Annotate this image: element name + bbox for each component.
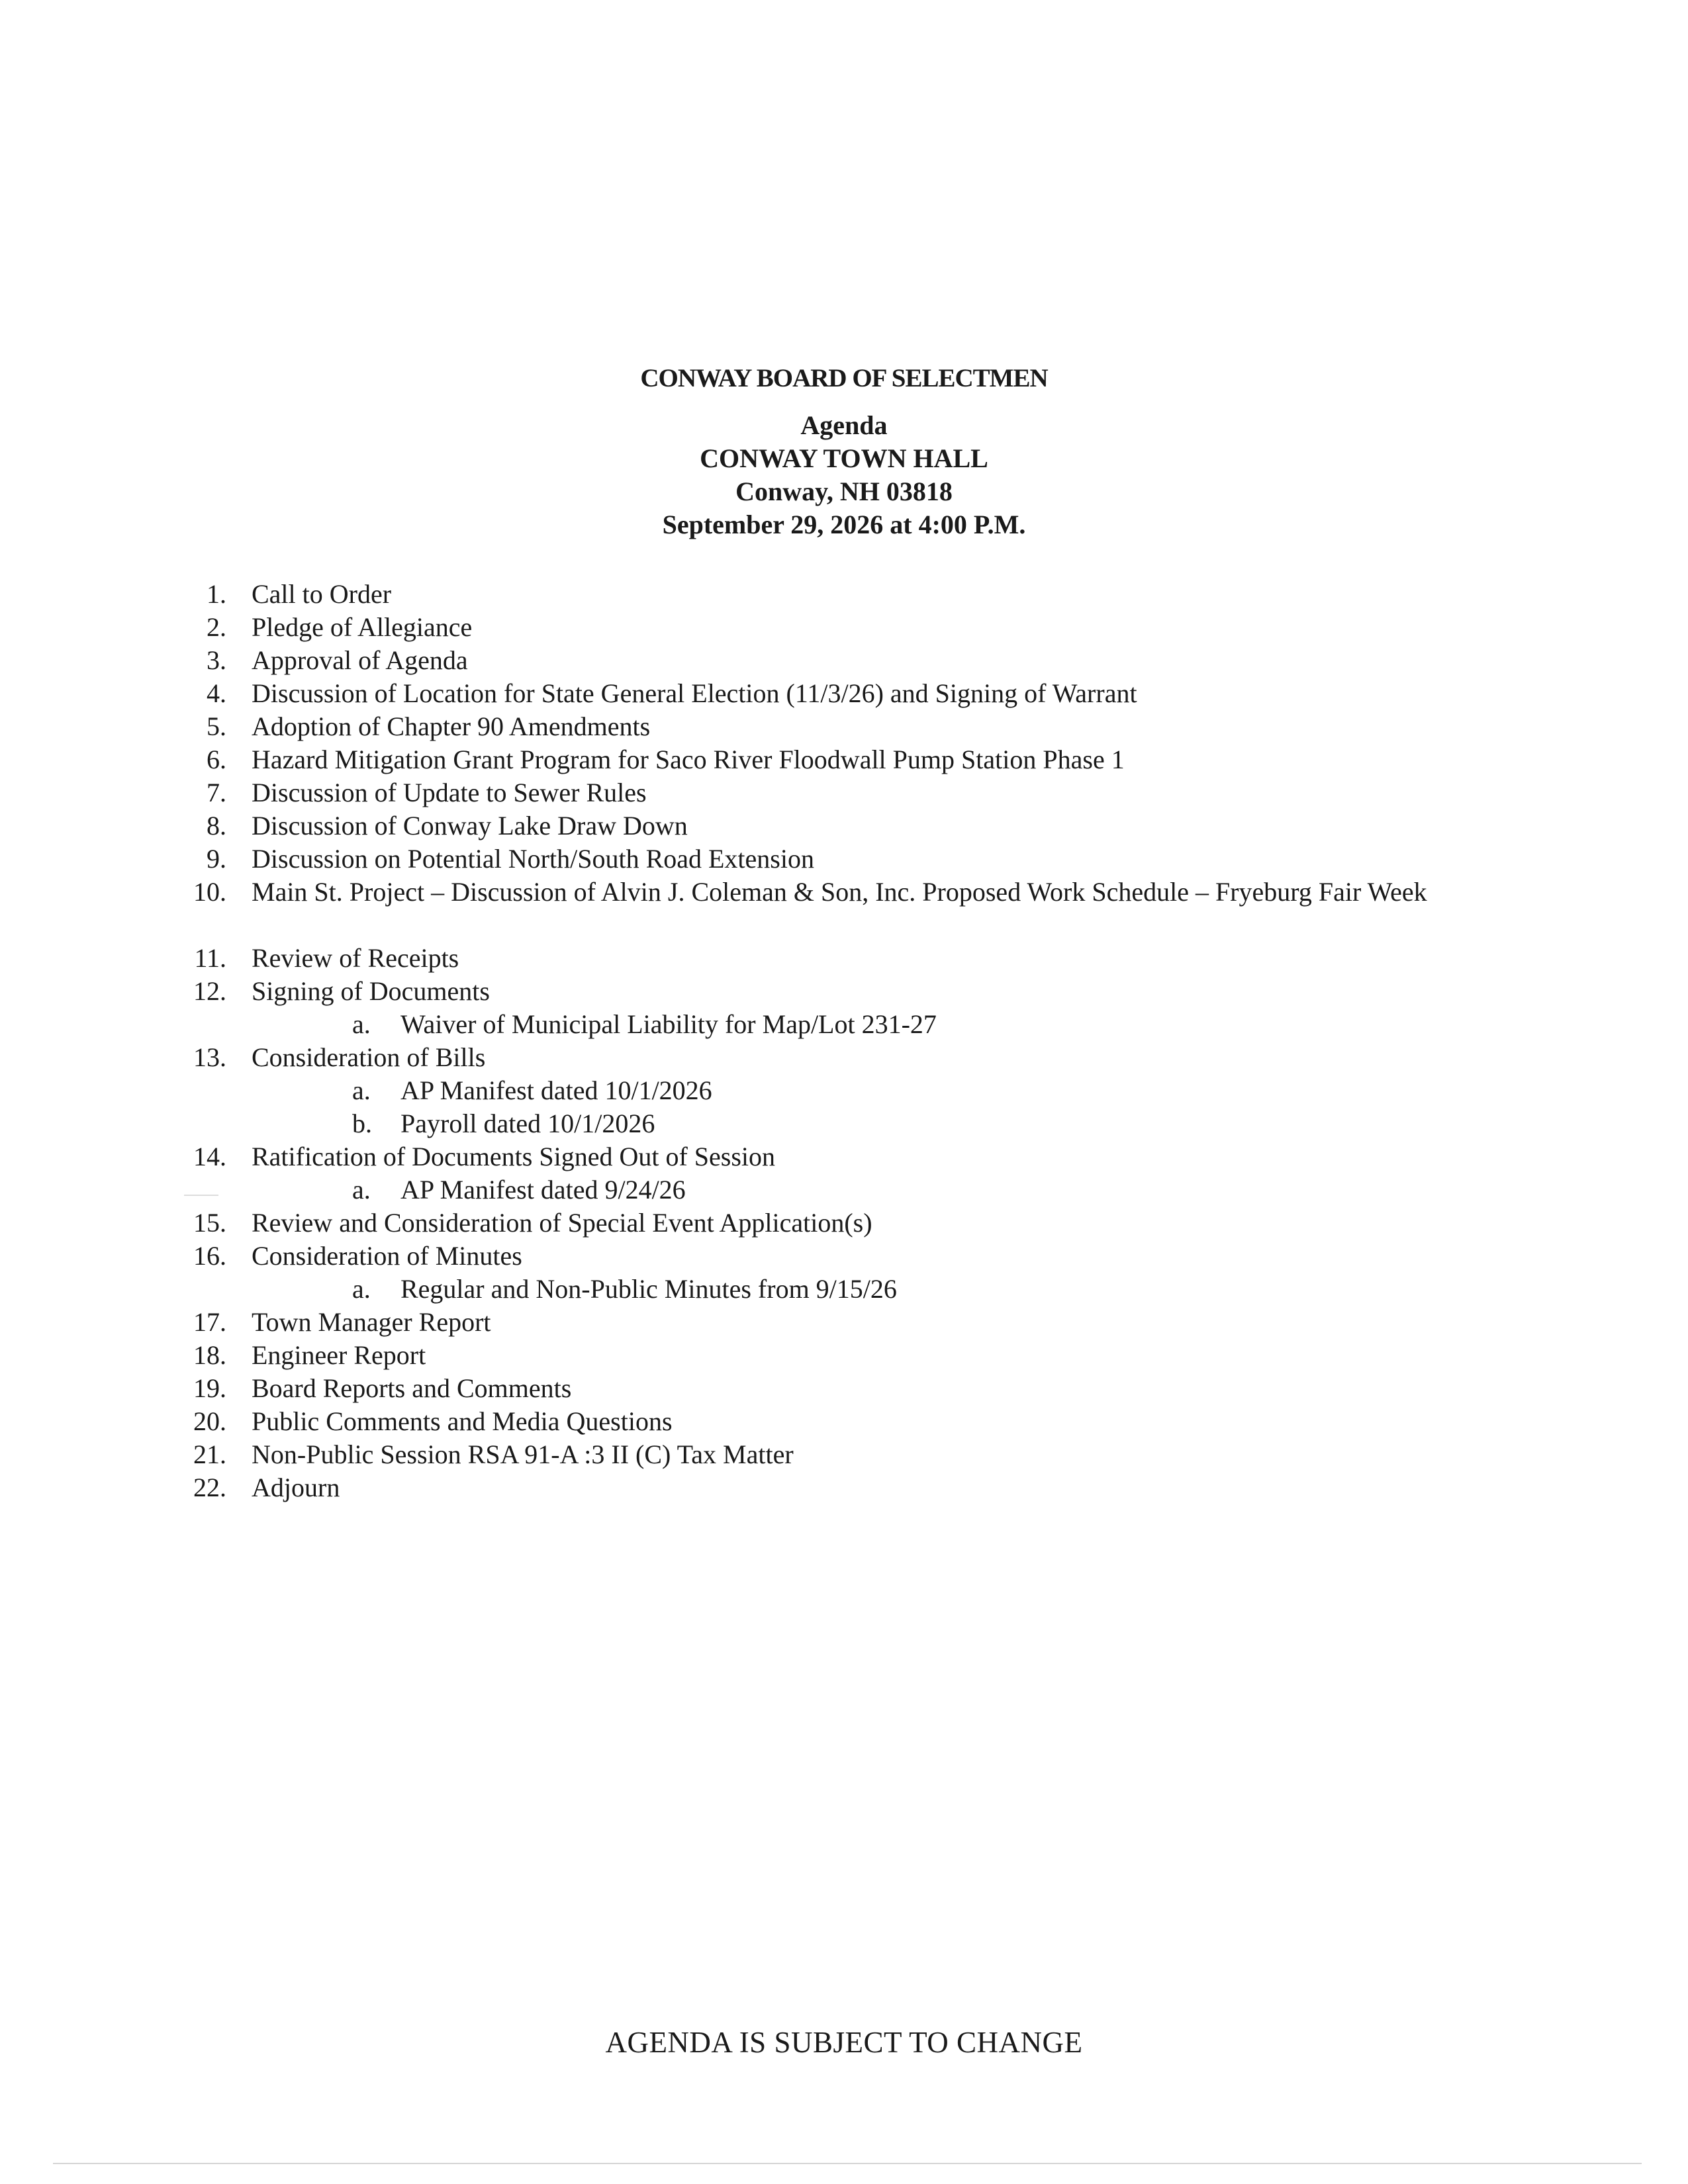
agenda-item-10 — [0, 876, 1688, 942]
item-number: 18. — [193, 1340, 226, 1370]
agenda-item-3 — [0, 644, 1688, 677]
item-text: Consideration of Bills — [252, 1042, 486, 1072]
agenda-item-12 — [0, 975, 1688, 1008]
subitem-text: Waiver of Municipal Liability for Map/Lot 231-27 — [400, 1009, 937, 1039]
item-number: 12. — [193, 976, 226, 1006]
agenda-item-6 — [0, 743, 1688, 776]
agenda-item-4 — [0, 677, 1688, 710]
item-text: Public Comments and Media Questions — [252, 1406, 673, 1436]
agenda-item-22 — [0, 1471, 1688, 1504]
item-number: 9. — [207, 844, 226, 874]
agenda-item-21 — [0, 1438, 1688, 1471]
item-text: Main St. Project – Discussion of Alvin J. Coleman & Son, Inc. Proposed Work Schedule – Fryeburg Fair Week — [252, 877, 1427, 907]
agenda-subitem — [0, 1008, 1688, 1041]
agenda-item-9 — [0, 842, 1688, 876]
item-number: 11. — [194, 943, 226, 973]
item-number: 15. — [193, 1208, 226, 1238]
agenda-item-17 — [0, 1306, 1688, 1339]
subitem-letter: a. — [352, 1274, 371, 1304]
item-text: Town Manager Report — [252, 1307, 491, 1337]
item-text: Discussion of Update to Sewer Rules — [252, 778, 647, 807]
item-text: Call to Order — [252, 579, 392, 609]
agenda-item-8 — [0, 809, 1688, 842]
item-number: 17. — [193, 1307, 226, 1337]
agenda-subitem — [0, 1074, 1688, 1107]
agenda-item-7 — [0, 776, 1688, 809]
meeting-datetime: September 29, 2026 at 4:00 P.M. — [662, 510, 1026, 539]
agenda-item-2 — [0, 611, 1688, 644]
item-text: Hazard Mitigation Grant Program for Saco River Floodwall Pump Station Phase 1 — [252, 745, 1125, 774]
item-number: 4. — [207, 678, 226, 708]
agenda-item-14 — [0, 1140, 1688, 1173]
agenda-item-13 — [0, 1041, 1688, 1074]
item-number: 21. — [193, 1439, 226, 1469]
subitem-letter: a. — [352, 1075, 371, 1105]
subitem-letter: a. — [352, 1009, 371, 1039]
agenda-item-16 — [0, 1240, 1688, 1273]
item-number: 22. — [193, 1473, 226, 1502]
subitem-text: AP Manifest dated 10/1/2026 — [400, 1075, 712, 1105]
meeting-address: Conway, NH 03818 — [735, 477, 953, 506]
item-number: 16. — [193, 1241, 226, 1271]
scan-margin-mark — [184, 1195, 218, 1196]
agenda-subitem — [0, 1173, 1688, 1206]
item-text: Discussion on Potential North/South Road Extension — [252, 844, 814, 874]
item-number: 3. — [207, 645, 226, 675]
meeting-location: CONWAY TOWN HALL — [700, 443, 988, 473]
agenda-item-11 — [0, 942, 1688, 975]
item-number: 14. — [193, 1142, 226, 1171]
item-text: Signing of Documents — [252, 976, 490, 1006]
agenda-list — [0, 578, 1688, 1504]
item-text: Pledge of Allegiance — [252, 612, 473, 642]
item-number: 13. — [193, 1042, 226, 1072]
item-text: Review of Receipts — [252, 943, 459, 973]
item-number: 20. — [193, 1406, 226, 1436]
footer-notice: AGENDA IS SUBJECT TO CHANGE — [605, 2026, 1083, 2059]
subitem-letter: b. — [352, 1109, 372, 1138]
agenda-subitem — [0, 1273, 1688, 1306]
subitem-text: AP Manifest dated 9/24/26 — [400, 1175, 686, 1205]
agenda-item-18 — [0, 1339, 1688, 1372]
page-bottom-rule — [53, 2163, 1642, 2164]
item-number: 2. — [207, 612, 226, 642]
item-text: Discussion of Location for State General Election (11/3/26) and Signing of Warrant — [252, 678, 1137, 708]
board-name: CONWAY BOARD OF SELECTMEN — [640, 364, 1048, 392]
item-number: 10. — [193, 877, 226, 907]
item-text: Board Reports and Comments — [252, 1373, 572, 1403]
agenda-item-19 — [0, 1372, 1688, 1405]
item-text: Consideration of Minutes — [252, 1241, 522, 1271]
item-number: 7. — [207, 778, 226, 807]
item-number: 6. — [207, 745, 226, 774]
item-text: Discussion of Conway Lake Draw Down — [252, 811, 688, 841]
agenda-item-1 — [0, 578, 1688, 611]
item-number: 8. — [207, 811, 226, 841]
agenda-subitem — [0, 1107, 1688, 1140]
subitem-text: Payroll dated 10/1/2026 — [400, 1109, 655, 1138]
item-number: 5. — [207, 711, 226, 741]
agenda-item-15 — [0, 1206, 1688, 1240]
agenda-header — [0, 363, 1688, 541]
item-number: 19. — [193, 1373, 226, 1403]
subitem-letter: a. — [352, 1175, 371, 1205]
item-text: Approval of Agenda — [252, 645, 468, 675]
subitem-text: Regular and Non-Public Minutes from 9/15/26 — [400, 1274, 897, 1304]
item-text: Engineer Report — [252, 1340, 426, 1370]
agenda-item-20 — [0, 1405, 1688, 1438]
item-text: Ratification of Documents Signed Out of Session — [252, 1142, 776, 1171]
item-number: 1. — [207, 579, 226, 609]
document-title: Agenda — [800, 410, 888, 440]
item-text: Non-Public Session RSA 91-A :3 II (C) Tax Matter — [252, 1439, 794, 1469]
item-text: Adoption of Chapter 90 Amendments — [252, 711, 651, 741]
item-text: Adjourn — [252, 1473, 340, 1502]
agenda-item-5 — [0, 710, 1688, 743]
item-text: Review and Consideration of Special Event Application(s) — [252, 1208, 872, 1238]
